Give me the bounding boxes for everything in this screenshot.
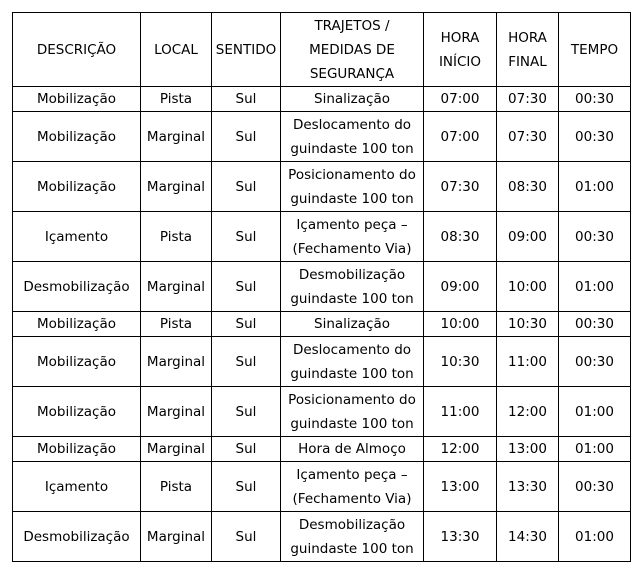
- cell-descricao: Mobilização: [13, 437, 141, 462]
- cell-sentido: Sul: [212, 87, 281, 112]
- cell-trajetos: Deslocamento do guindaste 100 ton: [281, 112, 424, 162]
- cell-tempo: 00:30: [559, 337, 631, 387]
- schedule-table-container: [12, 12, 631, 562]
- table-row: [13, 512, 631, 562]
- cell-hora-inicio: 13:00: [424, 462, 497, 512]
- header-row: [13, 13, 631, 87]
- cell-trajetos: Içamento peça – (Fechamento Via): [281, 462, 424, 512]
- cell-tempo: 01:00: [559, 387, 631, 437]
- cell-trajetos: Posicionamento do guindaste 100 ton: [281, 162, 424, 212]
- cell-sentido: Sul: [212, 262, 281, 312]
- cell-local: Marginal: [141, 437, 212, 462]
- table-row: [13, 312, 631, 337]
- cell-hora-inicio: 10:00: [424, 312, 497, 337]
- table-row: [13, 162, 631, 212]
- cell-local: Marginal: [141, 337, 212, 387]
- cell-descricao: Içamento: [13, 462, 141, 512]
- cell-sentido: Sul: [212, 212, 281, 262]
- cell-tempo: 00:30: [559, 212, 631, 262]
- header-tempo: TEMPO: [559, 13, 631, 87]
- table-row: [13, 337, 631, 387]
- cell-tempo: 01:00: [559, 437, 631, 462]
- cell-sentido: Sul: [212, 312, 281, 337]
- cell-trajetos: Desmobilização guindaste 100 ton: [281, 512, 424, 562]
- cell-hora-final: 07:30: [497, 87, 559, 112]
- cell-hora-final: 08:30: [497, 162, 559, 212]
- cell-descricao: Içamento: [13, 212, 141, 262]
- cell-descricao: Mobilização: [13, 162, 141, 212]
- cell-hora-final: 10:00: [497, 262, 559, 312]
- cell-descricao: Desmobilização: [13, 262, 141, 312]
- cell-tempo: 00:30: [559, 312, 631, 337]
- cell-hora-final: 11:00: [497, 337, 559, 387]
- cell-hora-final: 10:30: [497, 312, 559, 337]
- header-descricao: DESCRIÇÃO: [13, 13, 141, 87]
- cell-tempo: 01:00: [559, 262, 631, 312]
- cell-hora-final: 13:30: [497, 462, 559, 512]
- cell-descricao: Mobilização: [13, 312, 141, 337]
- cell-hora-inicio: 07:00: [424, 112, 497, 162]
- cell-sentido: Sul: [212, 437, 281, 462]
- cell-local: Pista: [141, 87, 212, 112]
- cell-hora-inicio: 12:00: [424, 437, 497, 462]
- cell-local: Marginal: [141, 512, 212, 562]
- table-row: [13, 437, 631, 462]
- cell-sentido: Sul: [212, 387, 281, 437]
- cell-local: Marginal: [141, 112, 212, 162]
- cell-hora-final: 12:00: [497, 387, 559, 437]
- cell-local: Pista: [141, 312, 212, 337]
- cell-local: Pista: [141, 462, 212, 512]
- cell-hora-final: 13:00: [497, 437, 559, 462]
- cell-hora-final: 07:30: [497, 112, 559, 162]
- cell-sentido: Sul: [212, 512, 281, 562]
- cell-trajetos: Desmobilização guindaste 100 ton: [281, 262, 424, 312]
- cell-hora-inicio: 07:00: [424, 87, 497, 112]
- cell-hora-final: 14:30: [497, 512, 559, 562]
- cell-tempo: 01:00: [559, 162, 631, 212]
- cell-local: Marginal: [141, 387, 212, 437]
- cell-hora-inicio: 08:30: [424, 212, 497, 262]
- schedule-table: [12, 12, 631, 562]
- cell-hora-inicio: 11:00: [424, 387, 497, 437]
- cell-descricao: Desmobilização: [13, 512, 141, 562]
- cell-sentido: Sul: [212, 462, 281, 512]
- header-hora-final: HORA FINAL: [497, 13, 559, 87]
- header-sentido: SENTIDO: [212, 13, 281, 87]
- header-trajetos: TRAJETOS / MEDIDAS DE SEGURANÇA: [281, 13, 424, 87]
- cell-local: Marginal: [141, 262, 212, 312]
- cell-local: Pista: [141, 212, 212, 262]
- header-hora-inicio: HORA INÍCIO: [424, 13, 497, 87]
- cell-hora-final: 09:00: [497, 212, 559, 262]
- cell-tempo: 00:30: [559, 112, 631, 162]
- cell-trajetos: Içamento peça – (Fechamento Via): [281, 212, 424, 262]
- table-body: [13, 87, 631, 562]
- table-row: [13, 462, 631, 512]
- table-row: [13, 112, 631, 162]
- cell-trajetos: Sinalização: [281, 312, 424, 337]
- cell-descricao: Mobilização: [13, 112, 141, 162]
- table-row: [13, 387, 631, 437]
- cell-tempo: 01:00: [559, 512, 631, 562]
- header-local: LOCAL: [141, 13, 212, 87]
- cell-hora-inicio: 07:30: [424, 162, 497, 212]
- cell-descricao: Mobilização: [13, 387, 141, 437]
- cell-trajetos: Deslocamento do guindaste 100 ton: [281, 337, 424, 387]
- cell-hora-inicio: 13:30: [424, 512, 497, 562]
- cell-trajetos: Posicionamento do guindaste 100 ton: [281, 387, 424, 437]
- cell-trajetos: Sinalização: [281, 87, 424, 112]
- cell-tempo: 00:30: [559, 87, 631, 112]
- cell-tempo: 00:30: [559, 462, 631, 512]
- table-row: [13, 262, 631, 312]
- table-row: [13, 87, 631, 112]
- cell-descricao: Mobilização: [13, 337, 141, 387]
- cell-sentido: Sul: [212, 337, 281, 387]
- cell-sentido: Sul: [212, 112, 281, 162]
- cell-sentido: Sul: [212, 162, 281, 212]
- table-row: [13, 212, 631, 262]
- cell-hora-inicio: 09:00: [424, 262, 497, 312]
- cell-trajetos: Hora de Almoço: [281, 437, 424, 462]
- cell-descricao: Mobilização: [13, 87, 141, 112]
- cell-local: Marginal: [141, 162, 212, 212]
- cell-hora-inicio: 10:30: [424, 337, 497, 387]
